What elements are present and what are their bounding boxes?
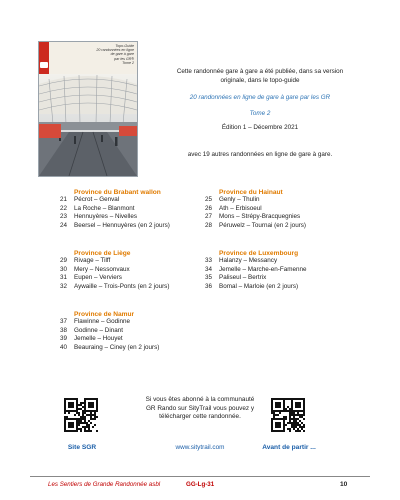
route-item[interactable]	[60, 283, 169, 292]
route-number: 21	[60, 196, 68, 203]
route-number: 34	[205, 265, 213, 273]
route-number: 38	[60, 326, 68, 334]
province-liege	[60, 250, 169, 291]
route-item[interactable]	[205, 222, 306, 231]
route-item[interactable]	[205, 196, 306, 205]
guide-title: 20 randonnées en ligne de gare à gare par les GR	[189, 94, 331, 101]
cover-title: Topo-Guide 20 randonnées en ligne de gare à gare par les GR® Tome 2	[96, 44, 134, 65]
route-number: 27	[205, 213, 213, 220]
route-number: 31	[60, 274, 68, 281]
province-title: Province de Liège	[74, 250, 131, 257]
route-name: Jemelle – Houyet	[74, 335, 123, 342]
route-item[interactable]	[60, 327, 159, 336]
route-name: Rivage – Tilff	[74, 257, 111, 264]
route-item[interactable]	[60, 274, 169, 283]
route-item[interactable]	[205, 213, 306, 222]
route-number: 32	[60, 282, 68, 290]
route-name: Godinne – Dinant	[74, 326, 124, 334]
route-item[interactable]	[60, 335, 159, 344]
route-number: 30	[60, 265, 68, 273]
route-number: 39	[60, 335, 68, 342]
page-number: 10	[340, 481, 348, 488]
route-name: Beauraing – Ciney (en 2 jours)	[74, 343, 160, 351]
route-number: 37	[60, 318, 68, 325]
route-number: 28	[205, 221, 213, 229]
intro-line-2: originale, dans le topo-guide	[220, 77, 300, 84]
route-number: 26	[205, 204, 213, 212]
route-number: 24	[60, 221, 68, 229]
footer-publisher: Les Sentiers de Grande Randonnée asbl	[48, 481, 161, 488]
province-brabant	[60, 189, 170, 230]
province-title: Province de Namur	[74, 311, 135, 318]
route-name: La Roche – Blanmont	[74, 204, 135, 212]
route-number: 25	[205, 196, 213, 203]
route-item[interactable]	[60, 266, 169, 275]
province-luxembourg	[205, 250, 307, 291]
before-leaving-link[interactable]: Avant de partir ...	[262, 444, 316, 451]
cover-brand-strip	[39, 42, 49, 74]
route-item[interactable]	[60, 257, 169, 266]
qr-code-before-leaving-icon[interactable]	[271, 398, 305, 432]
gr-logo-icon	[40, 62, 48, 68]
route-number: 23	[60, 213, 68, 220]
route-name: Péruwelz – Tournai (en 2 jours)	[219, 221, 307, 229]
route-number: 22	[60, 204, 68, 212]
province-namur	[60, 311, 159, 352]
other-routes-note: avec 19 autres randonnées en ligne de gare à gare.	[187, 151, 333, 158]
footer-route-code: GG-Lg-31	[186, 481, 215, 488]
sitytrail-link[interactable]: www.sitytrail.com	[175, 444, 225, 451]
route-name: Paliseul – Bertrix	[219, 274, 267, 281]
route-name: Aywaille – Trois-Ponts (en 2 jours)	[74, 282, 170, 290]
route-item[interactable]	[205, 257, 307, 266]
sitytrail-info: Si vous êtes abonné à la communauté GR Rando sur SityTrail vous pouvez y télécharger cette randonnée.	[145, 396, 255, 420]
route-name: Eupen – Verviers	[74, 274, 122, 281]
route-item[interactable]	[60, 222, 170, 231]
route-name: Mons – Strépy-Bracquegnies	[219, 213, 301, 220]
route-name: Beersel – Hennuyères (en 2 jours)	[74, 221, 170, 229]
route-item[interactable]	[60, 344, 159, 353]
qr-code-sgr-icon[interactable]	[64, 398, 98, 432]
route-name: Ath – Erbisoeul	[219, 204, 262, 212]
route-number: 29	[60, 257, 68, 264]
route-name: Halanzy – Messancy	[219, 257, 278, 264]
route-item[interactable]	[205, 266, 307, 275]
route-item[interactable]	[60, 196, 170, 205]
site-sgr-link[interactable]: Site SGR	[67, 444, 97, 451]
route-number: 36	[205, 282, 213, 290]
topo-guide-cover	[38, 41, 138, 177]
route-item[interactable]	[60, 213, 170, 222]
route-name: Pécrot – Genval	[74, 196, 120, 203]
route-name: Hennuyères – Nivelles	[74, 213, 137, 220]
guide-tome: Tome 2	[249, 110, 271, 117]
route-number: 35	[205, 274, 213, 281]
station-photo	[39, 74, 137, 176]
route-name: Genly – Thulin	[219, 196, 260, 203]
route-item[interactable]	[60, 318, 159, 327]
route-name: Mery – Nessonvaux	[74, 265, 130, 273]
route-name: Flawinne – Godinne	[74, 318, 131, 325]
route-name: Bomal – Marloie (en 2 jours)	[219, 282, 299, 290]
route-item[interactable]	[205, 205, 306, 214]
route-item[interactable]	[60, 205, 170, 214]
province-hainaut	[205, 189, 306, 230]
route-item[interactable]	[205, 274, 307, 283]
province-title: Province du Hainaut	[219, 189, 283, 196]
province-title: Province de Luxembourg	[219, 250, 299, 257]
route-number: 40	[60, 343, 68, 351]
footer-divider	[30, 476, 370, 477]
province-title: Province du Brabant wallon	[74, 189, 161, 196]
route-item[interactable]	[205, 283, 307, 292]
intro-line-1: Cette randonnée gare à gare a été publiée, dans sa version	[176, 68, 344, 75]
route-name: Jemelle – Marche-en-Famenne	[219, 265, 307, 273]
route-number: 33	[205, 257, 213, 264]
edition-date: Édition 1 – Décembre 2021	[221, 124, 299, 131]
